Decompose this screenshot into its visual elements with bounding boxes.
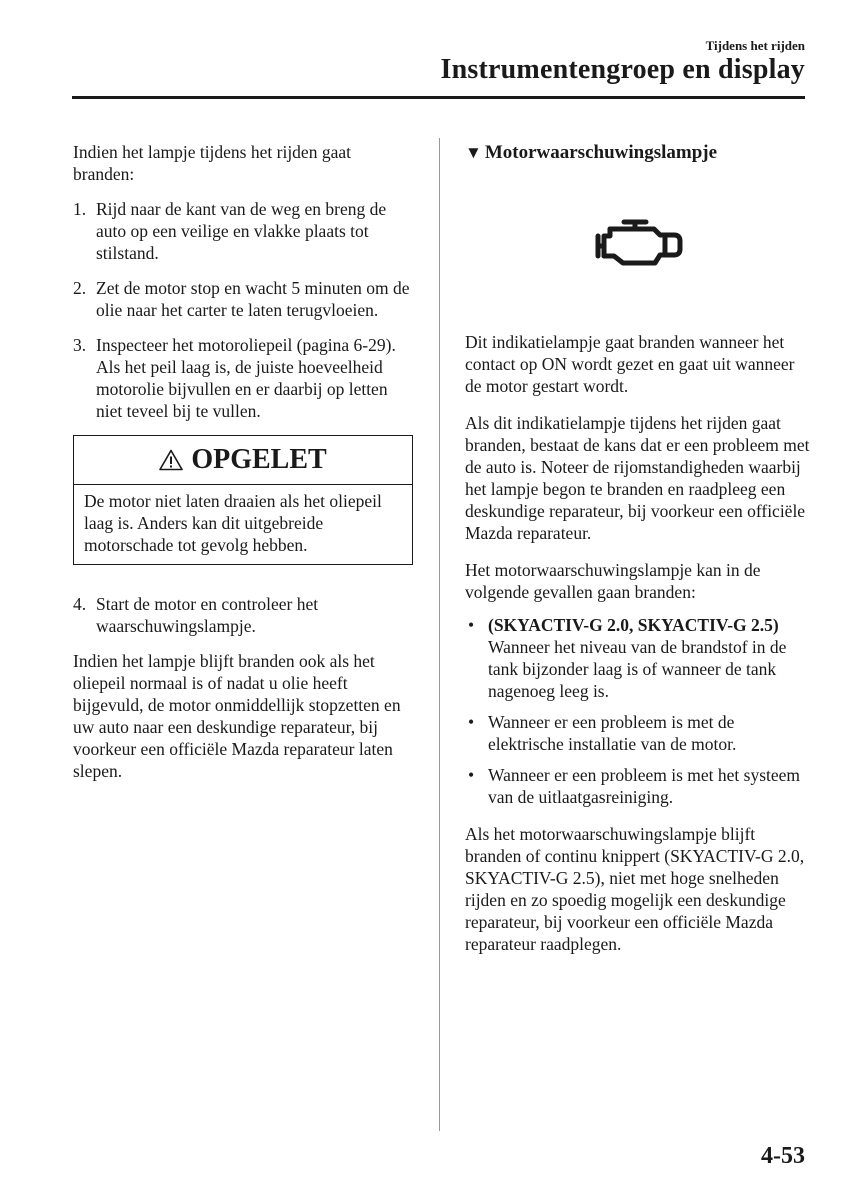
intro-paragraph: Indien het lampje tijdens het rijden gaat branden: bbox=[73, 142, 351, 184]
check-engine-icon bbox=[594, 214, 686, 276]
bullet-icon: • bbox=[468, 765, 475, 785]
caution-box bbox=[73, 435, 413, 565]
paragraph: Het motorwaarschuwingslampje kan in de volgende gevallen gaan branden: bbox=[465, 560, 761, 602]
step-text: Zet de motor stop en wacht 5 minuten om de olie naar het carter te laten terugvloeien. bbox=[96, 278, 410, 320]
section-marker-icon: ▼ bbox=[465, 143, 482, 162]
list-item bbox=[73, 593, 413, 637]
step-text: Start de motor en controleer het waarschuwingslampje. bbox=[96, 594, 319, 636]
section-heading-text: Motorwaarschuwingslampje bbox=[484, 142, 718, 163]
closing-paragraph: Indien het lampje blijft branden ook als het oliepeil normaal is of nadat u olie heeft bijgevuld, de motor onmiddellijk stopzetten en uw auto naar een deskundige reparateur, bij voorkeur een officiële Mazda reparateur laten slepen. bbox=[73, 651, 401, 781]
engine-variant-label: (SKYACTIV-G 2.0, SKYACTIV-G 2.5) bbox=[488, 615, 779, 635]
list-item-description: Wanneer het niveau van de brandstof in de tank bijzonder laag is of wanneer de tank nagenoeg leeg is. bbox=[488, 637, 787, 701]
page-title: Instrumentengroep en display bbox=[440, 54, 805, 85]
paragraph: Als het motorwaarschuwingslampje blijft branden of continu knippert (SKYACTIV-G 2.0, SKYACTIV-G 2.5), niet met hoge snelheden rijden en zo spoedig mogelijk een deskundige reparateur, bij voorkeur een officiële Mazda reparateur raadplegen. bbox=[465, 824, 805, 954]
list-item bbox=[73, 277, 413, 321]
list-item-text bbox=[488, 614, 810, 702]
list-item bbox=[465, 764, 810, 808]
bullet-icon: • bbox=[468, 615, 475, 635]
step-number: 3. bbox=[73, 335, 87, 355]
left-column bbox=[73, 141, 413, 782]
steps-list-continued bbox=[73, 593, 413, 637]
lamp-illustration bbox=[465, 214, 810, 276]
section-label: Tijdens het rijden bbox=[705, 38, 805, 53]
caution-header bbox=[74, 436, 412, 485]
page-number: 4-53 bbox=[761, 1143, 805, 1169]
column-divider bbox=[439, 138, 440, 1131]
paragraph: Als dit indikatielampje tijdens het rijden gaat branden, bestaat de kans dat er een probleem met de auto is. Noteer de rijomstandigheden waarbij het lampje begon te branden en raadpleeg een deskundige reparateur, bij voorkeur een officiële Mazda reparateur. bbox=[465, 413, 810, 543]
step-text: Inspecteer het motoroliepeil (pagina 6-29). Als het peil laag is, de juiste hoeveelheid motorolie bijvullen en er daarbij op letten niet teveel bij te vullen. bbox=[96, 335, 396, 421]
conditions-list bbox=[465, 614, 810, 808]
caution-text: De motor niet laten draaien als het oliepeil laag is. Anders kan dit uitgebreide motorschade tot gevolg hebben. bbox=[84, 491, 382, 555]
list-item-text: Wanneer er een probleem is met het systeem van de uitlaatgasreiniging. bbox=[488, 765, 801, 807]
section-heading bbox=[465, 142, 810, 164]
list-item bbox=[73, 334, 413, 422]
step-number: 1. bbox=[73, 199, 87, 219]
list-item bbox=[465, 711, 810, 755]
step-number: 4. bbox=[73, 594, 87, 614]
bullet-icon: • bbox=[468, 712, 475, 732]
step-number: 2. bbox=[73, 278, 87, 298]
step-text: Rijd naar de kant van de weg en breng de auto op een veilige en vlakke plaats tot stilstand. bbox=[96, 199, 387, 263]
right-column bbox=[465, 141, 810, 955]
paragraph: Dit indikatielampje gaat branden wanneer het contact op ON wordt gezet en gaat uit wanneer de motor gestart wordt. bbox=[465, 332, 795, 396]
list-item bbox=[73, 198, 413, 264]
list-item bbox=[465, 614, 810, 702]
steps-list bbox=[73, 198, 413, 422]
header-divider bbox=[72, 96, 805, 99]
list-item-text: Wanneer er een probleem is met de elektrische installatie van de motor. bbox=[488, 712, 737, 754]
caution-title: OPGELET bbox=[191, 444, 327, 475]
warning-triangle-icon bbox=[159, 449, 183, 471]
